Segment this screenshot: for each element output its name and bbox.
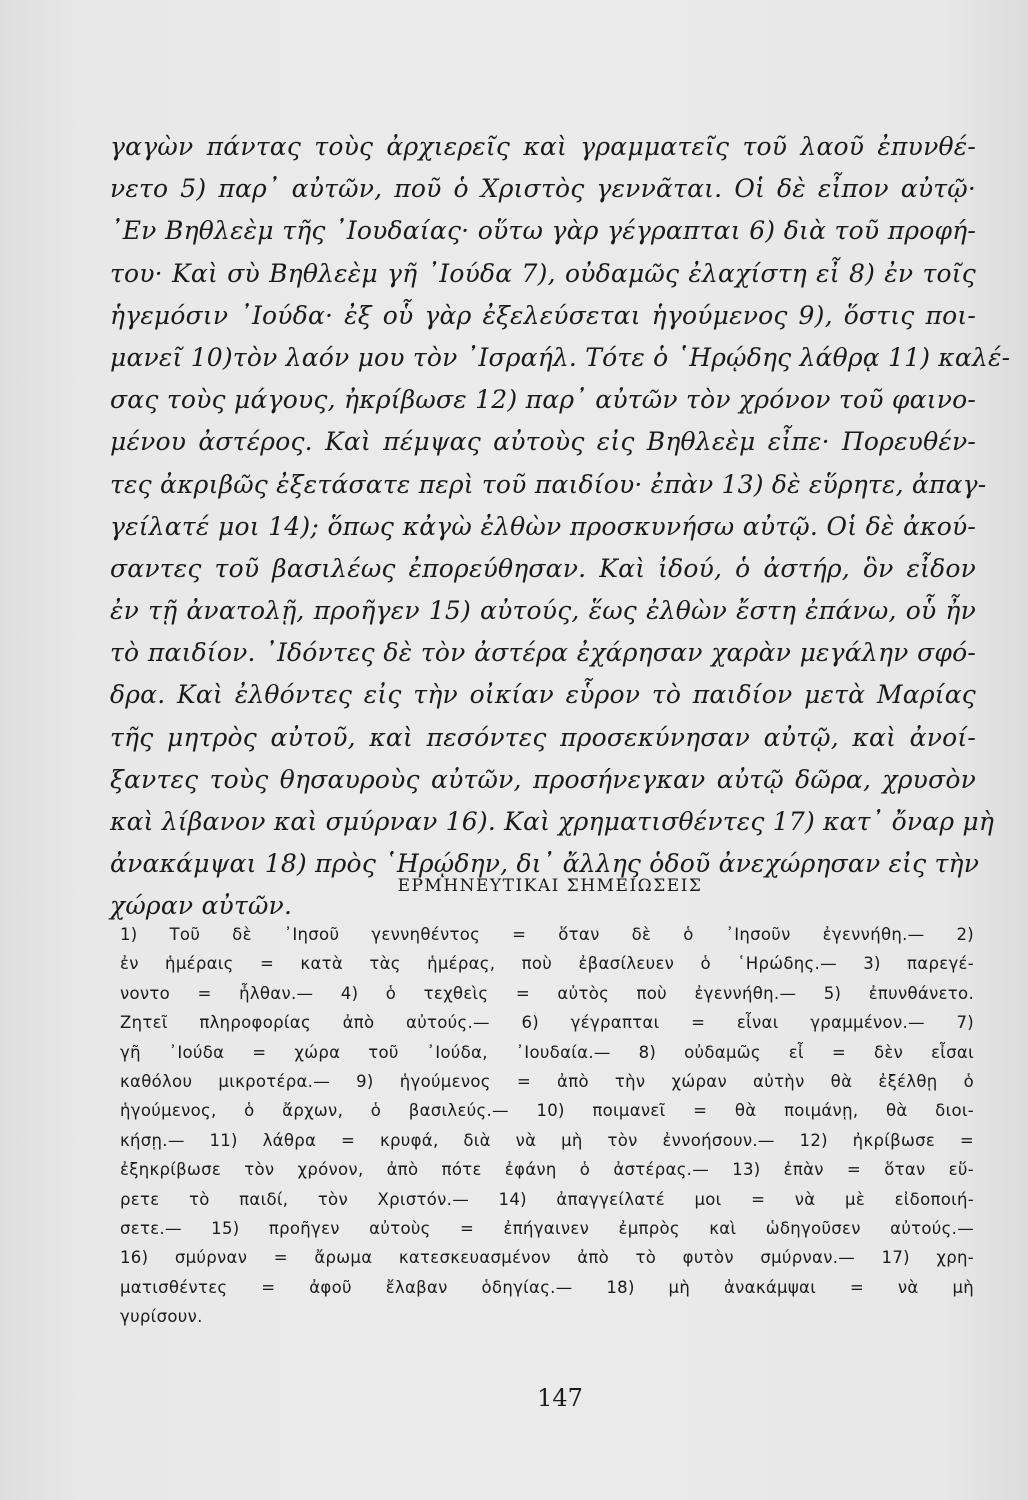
text-line: ξαντες τοὺς θησαυροὺς αὐτῶν, προσήνεγκαν αὐτῷ δῶρα, χρυσὸν [110,764,976,794]
note-line: ρετε τὸ παιδί, τὸν Χριστόν.— 14) ἀπαγγείλατέ μοι = νὰ μὲ εἰδοποιή- [120,1189,974,1209]
text-line: νετο 5) παρ᾽ αὐτῶν, ποῦ ὁ Χριστὸς γεννᾶται. Οἱ δὲ εἶπον αὐτῷ· [110,174,976,204]
note-line: καθόλου μικροτέρα.— 9) ἡγούμενος = ἀπὸ τὴν χώραν αὐτὴν θὰ ἐξέλθῃ ὁ [120,1071,974,1091]
note-line: κήσῃ.— 11) λάθρα = κρυφά, διὰ νὰ μὴ τὸν ἐννοήσουν.— 12) ἠκρίβωσε = [120,1130,974,1150]
text-line: του· Καὶ σὺ Βηθλεὲμ γῆ ᾽Ιούδα 7), οὐδαμῶς ἐλαχίστη εἶ 8) ἐν τοῖς [110,258,976,288]
note-line: ἡγούμενος, ὁ ἄρχων, ὁ βασιλεύς.— 10) ποιμανεῖ = θὰ ποιμάνῃ, θὰ διοι- [120,1101,974,1121]
note-line: γῆ ᾽Ιούδα = χώρα τοῦ ᾽Ιούδα, ᾽Ιουδαία.— 8) οὐδαμῶς εἶ = δὲν εἶσαι [120,1042,974,1062]
text-line: ᾽Εν Βηθλεὲμ τῆς ᾽Ιουδαίας· οὕτω γὰρ γέγραπται 6) διὰ τοῦ προφή- [110,216,976,246]
note-line: ματισθέντες = ἀφοῦ ἔλαβαν ὁδηγίας.— 18) μὴ ἀνακάμψαι = νὰ μὴ [120,1277,974,1297]
note-line: 1) Τοῦ δὲ ᾽Ιησοῦ γεννηθέντος = ὅταν δὲ ὁ ᾽Ιησοῦν ἐγεννήθη.— 2) [120,925,974,944]
text-line: ἐν τῇ ἀνατολῇ, προῆγεν 15) αὐτούς, ἕως ἐλθὼν ἔστη ἐπάνω, οὗ ἦν [110,596,976,626]
main-text [110,126,1011,928]
explanatory-notes [120,920,974,1331]
note-line: Ζητεῖ πληροφορίας ἀπὸ αὐτούς.— 6) γέγραπται = εἶναι γραμμένον.— 7) [120,1013,974,1033]
notes-heading: ΕΡΜΗΝΕΥΤΙΚΑΙ ΣΗΜΕΙΩΣΕΙΣ [397,876,703,896]
note-line: ἐν ἡμέραις = κατὰ τὰς ἡμέρας, ποὺ ἐβασίλευεν ὁ ῾Ηρώδης.— 3) παρεγέ- [120,954,974,974]
text-line: δρα. Καὶ ἐλθόντες εἰς τὴν οἰκίαν εὗρον τὸ παιδίον μετὰ Μαρίας [110,680,976,710]
note-line: νοντο = ἦλθαν.— 4) ὁ τεχθεὶς = αὐτὸς ποὺ ἐγεννήθη.— 5) ἐπυνθάνετο. [120,983,974,1003]
text-line: σας τοὺς μάγους, ἠκρίβωσε 12) παρ᾽ αὐτῶν τὸν χρόνον τοῦ φαινο- [110,385,976,415]
note-line: σετε.— 15) προῆγεν αὐτοὺς = ἐπήγαινεν ἐμπρὸς καὶ ὡδηγοῦσεν αὐτούς.— [120,1218,974,1238]
text-line: ἡγεμόσιν ᾽Ιούδα· ἐξ οὗ γὰρ ἐξελεύσεται ἡγούμενος 9), ὅστις ποι- [110,300,976,330]
text-line: τὸ παιδίον. ᾽Ιδόντες δὲ τὸν ἀστέρα ἐχάρησαν χαρὰν μεγάλην σφό- [110,638,976,668]
text-line: μένου ἀστέρος. Καὶ πέμψας αὐτοὺς εἰς Βηθλεὲμ εἶπε· Πορευθέν- [110,427,976,457]
text-line: καὶ λίβανον καὶ σμύρναν 16). Καὶ χρηματισθέντες 17) κατ᾽ ὄναρ μὴ [110,807,995,836]
page-number: 147 [537,1384,583,1412]
text-line: σαντες τοῦ βασιλέως ἐπορεύθησαν. Καὶ ἰδού, ὁ ἀστήρ, ὃν εἶδον [110,553,976,583]
text-line: μανεῖ 10)τὸν λαόν μου τὸν ᾽Ισραήλ. Τότε ὁ ῾Ηρῴδης λάθρᾳ 11) καλέ- [110,342,1011,372]
text-line: γαγὼν πάντας τοὺς ἀρχιερεῖς καὶ γραμματεῖς τοῦ λαοῦ ἐπυνθέ- [110,132,976,161]
note-line: 16) σμύρναν = ἄρωμα κατεσκευασμένον ἀπὸ τὸ φυτὸν σμύρναν.— 17) χρη- [120,1248,974,1268]
text-line: ἀνακάμψαι 18) πρὸς ῾Ηρῴδην, δι᾽ ἄλλης ὁδοῦ ἀνεχώρησαν εἰς τὴν [110,849,980,879]
text-line: τες ἀκριβῶς ἐξετάσατε περὶ τοῦ παιδίου· ἐπὰν 13) δὲ εὕρητε, ἀπαγ- [110,469,987,499]
text-line: χώραν αὐτῶν. [110,891,293,921]
text-line: γείλατέ μοι 14); ὅπως κἀγὼ ἐλθὼν προσκυνήσω αὐτῷ. Οἱ δὲ ἀκού- [110,511,976,541]
note-line: ἐξηκρίβωσε τὸν χρόνον, ἀπὸ πότε ἐφάνη ὁ ἀστέρας.— 13) ἐπὰν = ὅταν εὕ- [120,1160,974,1180]
note-line: γυρίσουν. [120,1307,203,1327]
text-line: τῆς μητρὸς αὐτοῦ, καὶ πεσόντες προσεκύνησαν αὐτῷ, καὶ ἀνοί- [110,722,976,752]
